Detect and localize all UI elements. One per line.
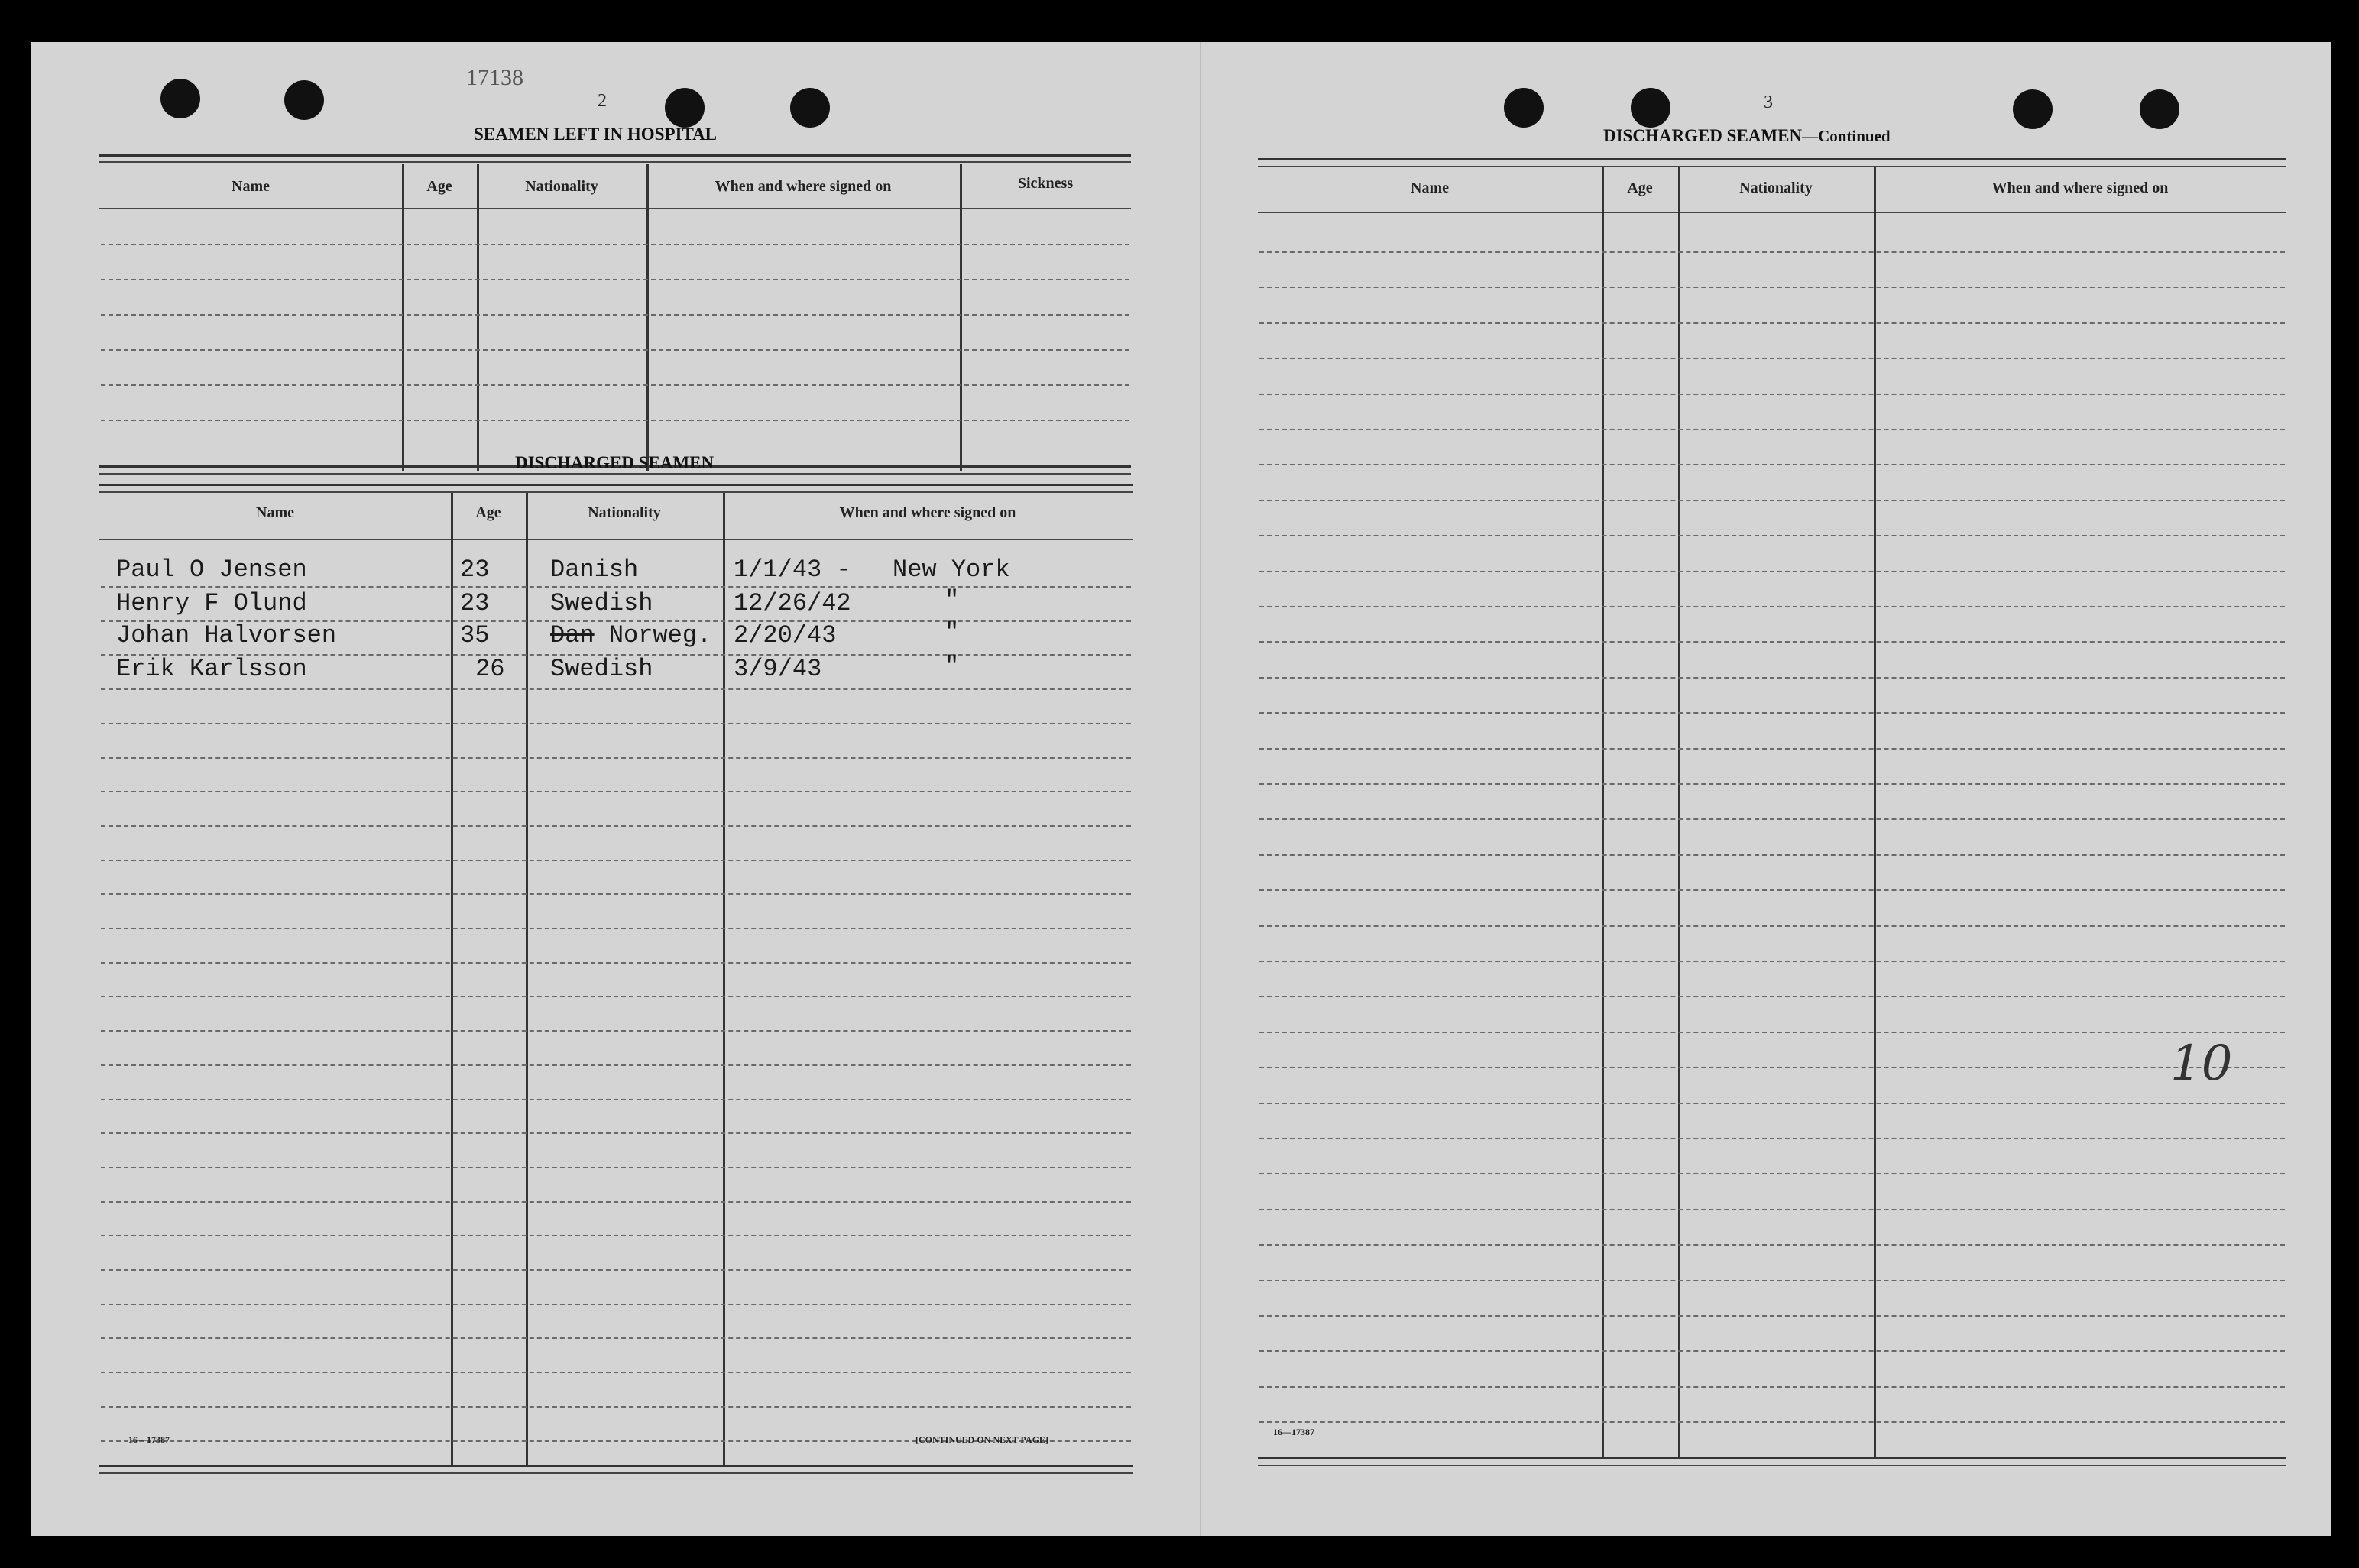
entry-line <box>1259 748 2285 750</box>
entry-line <box>1259 1173 2285 1174</box>
signed-on-place: " <box>945 586 960 614</box>
entry-line <box>1259 1209 2285 1210</box>
column-header: Age <box>426 178 452 195</box>
signed-on-date: 2/20/43 <box>734 621 837 650</box>
punch-hole <box>1504 88 1544 128</box>
column-header: Name <box>256 504 294 521</box>
column-divider <box>723 493 725 1465</box>
column-header: Age <box>475 504 501 521</box>
column-divider <box>1602 167 1604 1459</box>
entry-line <box>101 1167 1131 1168</box>
punch-hole <box>284 80 324 120</box>
entry-line <box>1259 1032 2285 1033</box>
column-header: Age <box>1627 180 1653 196</box>
table-rule <box>99 539 1133 540</box>
entry-line <box>101 996 1131 997</box>
punch-hole <box>665 88 705 128</box>
column-header: Sickness <box>1017 175 1074 192</box>
table-rule <box>99 1465 1133 1467</box>
signed-on-place: " <box>945 618 960 646</box>
document-sheet <box>31 42 2331 1536</box>
signed-on-place: " <box>945 652 960 680</box>
column-header: When and where signed on <box>715 178 892 195</box>
page-number: 2 <box>598 91 607 111</box>
seaman-nationality: Dan Norweg. <box>550 621 712 650</box>
continued-note: [CONTINUED ON NEXT PAGE] <box>915 1434 1048 1445</box>
entry-line <box>1259 854 2285 856</box>
table-rule <box>1258 158 2286 160</box>
entry-line <box>101 1099 1131 1100</box>
entry-line <box>101 1201 1131 1203</box>
punch-hole <box>2013 89 2053 129</box>
table-rule <box>1258 212 2286 213</box>
entry-line <box>101 860 1131 861</box>
seaman-age: 35 <box>460 621 490 650</box>
seaman-nationality: Danish <box>550 556 639 584</box>
entry-line <box>1259 783 2285 785</box>
table-rule <box>99 208 1131 209</box>
entry-line <box>1259 535 2285 536</box>
column-header: Nationality <box>525 178 598 195</box>
entry-line <box>101 420 1129 421</box>
entry-line <box>101 1406 1131 1408</box>
entry-line <box>1259 429 2285 430</box>
entry-line <box>1259 961 2285 962</box>
column-header: Nationality <box>1739 180 1813 196</box>
column-header: When and where signed on <box>839 504 1016 521</box>
entry-line <box>1259 464 2285 465</box>
column-divider <box>646 164 649 471</box>
entry-line <box>1259 1280 2285 1281</box>
handwritten-mark: 10 <box>2170 1035 2233 1092</box>
entry-line <box>1259 251 2285 253</box>
entry-line <box>101 1064 1131 1066</box>
table-rule <box>99 154 1131 157</box>
entry-line <box>1259 1103 2285 1104</box>
column-divider <box>402 164 404 471</box>
entry-line <box>1259 571 2285 572</box>
entry-line <box>101 928 1131 929</box>
handwritten-number: 17138 <box>466 65 523 90</box>
entry-line <box>1259 1421 2285 1423</box>
column-divider <box>451 493 453 1465</box>
column-header: When and where signed on <box>1991 180 2169 196</box>
table-rule <box>1258 1465 2286 1466</box>
punch-hole <box>2140 89 2179 129</box>
entry-line <box>101 1372 1131 1373</box>
entry-line <box>101 1030 1131 1032</box>
section-title-hospital: SEAMEN LEFT IN HOSPITAL <box>474 125 718 144</box>
entry-line <box>101 962 1131 964</box>
entry-line <box>101 244 1129 245</box>
entry-line <box>1259 1386 2285 1388</box>
table-rule <box>99 484 1133 486</box>
table-rule <box>1258 1457 2286 1459</box>
section-title-discharged-continued: DISCHARGED SEAMEN—Continued <box>1603 126 1891 145</box>
seaman-name: Paul O Jensen <box>116 556 307 584</box>
column-header: Name <box>1411 180 1449 196</box>
seaman-age: 23 <box>460 556 490 584</box>
column-header: Nationality <box>588 504 661 521</box>
section-title-discharged: DISCHARGED SEAMEN <box>515 453 715 472</box>
punch-hole <box>1631 88 1670 128</box>
entry-line <box>101 723 1131 724</box>
signed-on-date: 1/1/43 - <box>734 556 851 584</box>
punch-hole <box>790 88 830 128</box>
entry-line <box>101 1269 1131 1271</box>
seaman-name: Johan Halvorsen <box>116 621 337 650</box>
seaman-nationality: Swedish <box>550 589 653 617</box>
entry-line <box>1259 818 2285 820</box>
entry-line <box>1259 712 2285 714</box>
entry-line <box>1259 1244 2285 1246</box>
page-number: 3 <box>1764 92 1773 112</box>
signed-on-date: 3/9/43 <box>734 655 822 683</box>
signed-on-place: New York <box>893 556 1010 584</box>
entry-line <box>101 825 1131 827</box>
entry-line <box>1259 394 2285 395</box>
entry-line <box>1259 677 2285 679</box>
column-divider <box>960 164 962 471</box>
seaman-name: Erik Karlsson <box>116 655 307 683</box>
table-rule <box>99 1472 1133 1474</box>
entry-line <box>1259 606 2285 607</box>
seaman-name: Henry F Olund <box>116 589 307 617</box>
entry-line <box>1259 1138 2285 1139</box>
column-divider <box>526 493 528 1465</box>
entry-line <box>101 349 1129 351</box>
entry-line <box>1259 1350 2285 1352</box>
signed-on-date: 12/26/42 <box>734 589 851 617</box>
table-rule <box>99 161 1131 163</box>
column-divider <box>1874 167 1876 1459</box>
entry-line <box>1259 641 2285 643</box>
seaman-age: 23 <box>460 589 490 617</box>
entry-line <box>1259 1067 2285 1068</box>
entry-line <box>101 279 1129 280</box>
entry-line <box>1259 358 2285 359</box>
entry-line <box>101 384 1129 386</box>
entry-line <box>101 893 1131 895</box>
entry-line <box>1259 287 2285 288</box>
entry-line <box>1259 996 2285 997</box>
form-number: 16—17387 <box>1273 1427 1314 1437</box>
table-rule <box>99 491 1133 493</box>
entry-line <box>101 586 1131 588</box>
entry-line <box>101 1132 1131 1134</box>
entry-line <box>1259 925 2285 927</box>
entry-line <box>101 757 1131 759</box>
seaman-nationality: Swedish <box>550 655 653 683</box>
center-fold <box>1200 42 1201 1536</box>
entry-line <box>1259 500 2285 501</box>
entry-line <box>101 688 1131 690</box>
form-number: 16—17387 <box>128 1434 170 1445</box>
entry-line <box>1259 1315 2285 1317</box>
entry-line <box>1259 889 2285 891</box>
entry-line <box>1259 322 2285 324</box>
table-rule <box>99 473 1131 475</box>
punch-hole <box>160 79 200 118</box>
table-rule <box>1258 166 2286 167</box>
column-divider <box>477 164 479 471</box>
entry-line <box>101 1337 1131 1339</box>
seaman-age: 26 <box>475 655 505 683</box>
entry-line <box>101 1235 1131 1236</box>
column-divider <box>1678 167 1680 1459</box>
entry-line <box>101 314 1129 316</box>
column-header: Name <box>232 178 270 195</box>
entry-line <box>101 791 1131 792</box>
entry-line <box>101 1304 1131 1305</box>
